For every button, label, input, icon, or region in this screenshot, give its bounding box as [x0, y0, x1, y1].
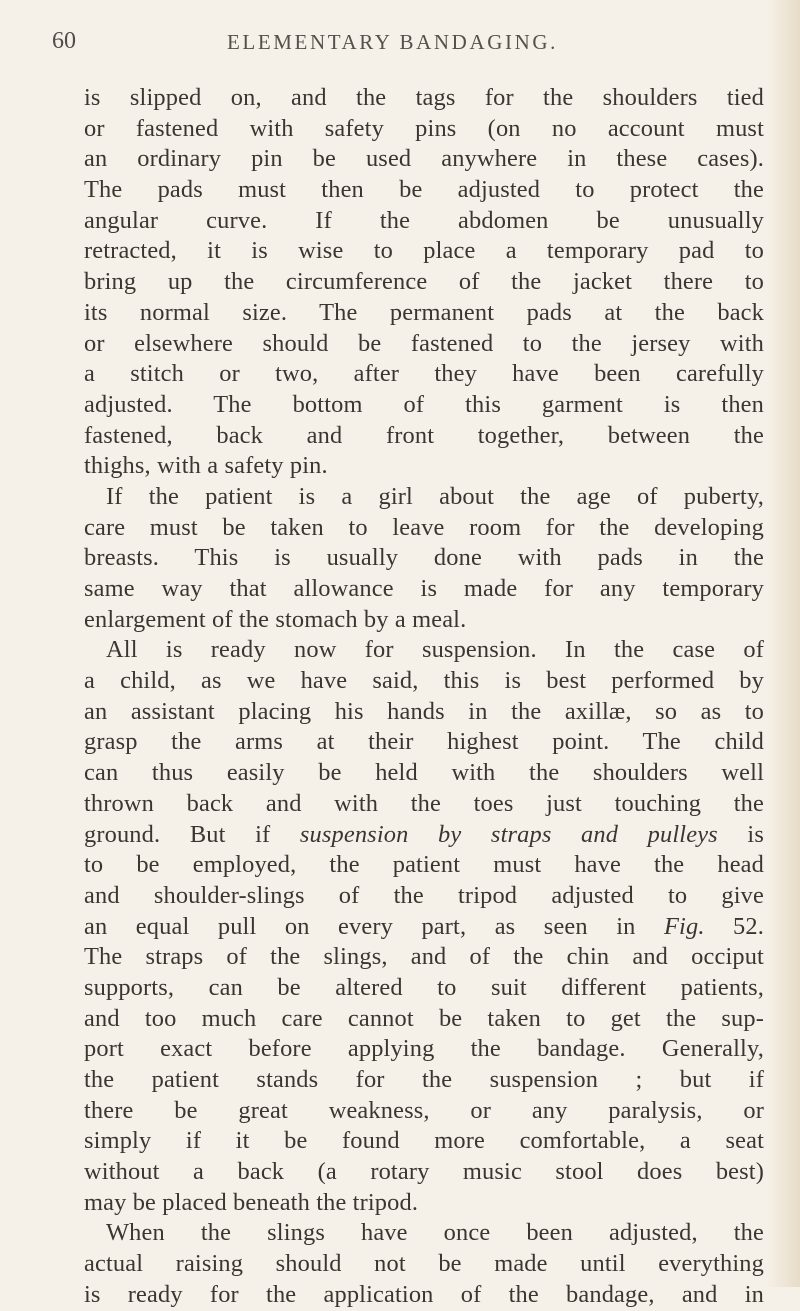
body-text	[84, 83, 764, 1311]
text-line: adjusted. The bottom of this garment is then	[84, 390, 764, 418]
text-line: fastened, back and front together, between the	[84, 421, 764, 449]
text-line: or fastened with safety pins (on no account must	[84, 114, 764, 142]
text-segment: 52.	[704, 912, 765, 940]
text-line: If the patient is a girl about the age of puberty,	[106, 482, 764, 510]
text-line: thighs, with a safety pin.	[84, 452, 328, 480]
running-head: ELEMENTARY BANDAGING.	[227, 30, 558, 54]
text-line: same way that allowance is made for any temporary	[84, 575, 764, 602]
text-line: is ready for the application of the bandage, and in	[84, 1280, 764, 1308]
text-line: its normal size. The permanent pads at the back	[84, 298, 764, 326]
text-line: a stitch or two, after they have been carefully	[84, 360, 764, 388]
text-segment: an equal pull on every part, as seen in	[84, 912, 664, 940]
text-line: and too much care cannot be taken to get the sup-	[84, 1004, 764, 1032]
figure-reference: Fig.	[664, 912, 705, 940]
text-line: or elsewhere should be fastened to the jersey with	[84, 329, 764, 357]
text-line: thrown back and with the toes just touching the	[84, 789, 764, 817]
text-line: without a back (a rotary music stool does best)	[84, 1158, 764, 1186]
text-line	[84, 912, 764, 943]
text-line: may be placed beneath the tripod.	[84, 1188, 419, 1216]
text-line: an assistant placing his hands in the axillæ, so as to	[84, 697, 764, 725]
text-segment: ground. But if	[84, 820, 300, 848]
text-line: breasts. This is usually done with pads in the	[84, 544, 764, 572]
text-line: The straps of the slings, and of the chin and occiput	[84, 943, 764, 971]
text-line: When the slings have once been adjusted, the	[106, 1219, 764, 1247]
text-line: enlargement of the stomach by a meal.	[84, 605, 467, 633]
text-line: can thus easily be held with the shoulders well	[84, 759, 764, 787]
text-line: an ordinary pin be used anywhere in these cases).	[84, 145, 764, 173]
page-header	[52, 28, 752, 60]
page-number: 60	[52, 28, 76, 54]
text-line: is slipped on, and the tags for the shoulders tied	[84, 84, 764, 111]
text-line: All is ready now for suspension. In the case of	[106, 636, 764, 664]
text-line: care must be taken to leave room for the developing	[84, 513, 764, 541]
italic-phrase: suspension by straps and pulleys	[299, 820, 718, 848]
text-line: angular curve. If the abdomen be unusually	[84, 206, 764, 234]
text-segment: is	[717, 820, 764, 848]
text-line: The pads must then be adjusted to protect the	[84, 176, 764, 204]
text-line: grasp the arms at their highest point. The child	[84, 728, 764, 756]
text-line: and shoulder-slings of the tripod adjusted to give	[84, 881, 764, 909]
text-line: supports, can be altered to suit different patients,	[84, 973, 764, 1001]
text-line: a child, as we have said, this is best performed by	[84, 667, 764, 695]
text-line: bring up the circumference of the jacket there to	[84, 268, 764, 296]
text-line	[84, 820, 764, 851]
text-line: retracted, it is wise to place a temporary pad to	[84, 237, 764, 265]
text-line: there be great weakness, or any paralysis, or	[84, 1096, 764, 1124]
text-line: actual raising should not be made until everything	[84, 1250, 764, 1278]
text-line: the patient stands for the suspension ; but if	[84, 1066, 764, 1093]
page-edge-shadow	[766, 0, 800, 1287]
text-line: simply if it be found more comfortable, a seat	[84, 1127, 764, 1155]
text-line: port exact before applying the bandage. Generally,	[84, 1035, 764, 1063]
text-line: to be employed, the patient must have the head	[84, 851, 764, 879]
